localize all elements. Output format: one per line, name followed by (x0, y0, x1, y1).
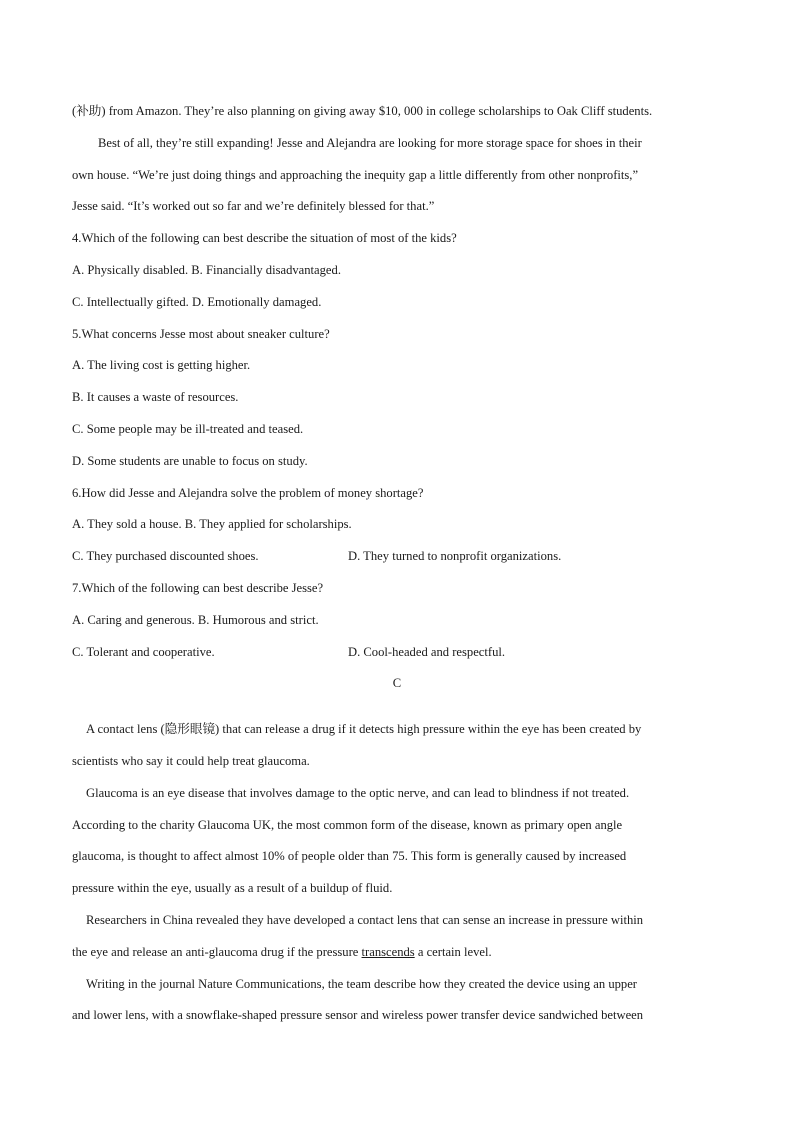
question-5-option-c: C. Some people may be ill-treated and teased. (72, 421, 304, 436)
section-c-p3-line-1: Researchers in China revealed they have developed a contact lens that can sense an increase in pressure within (86, 912, 644, 927)
question-4-options-ab: A. Physically disabled. B. Financially disadvantaged. (72, 262, 341, 277)
section-c-p1-line-1: A contact lens (隐形眼镜) that can release a drug if it detects high pressure within the eye has been created by (86, 722, 642, 737)
section-c-p2-line-4: pressure within the eye, usually as a result of a buildup of fluid. (72, 881, 393, 896)
section-c-heading: C (392, 676, 402, 691)
question-7-options-ab: A. Caring and generous. B. Humorous and strict. (72, 612, 319, 627)
section-c-p2-line-3: glaucoma, is thought to affect almost 10% of people older than 75. This form is generally caused by increased (72, 849, 627, 864)
question-6-options-cd (72, 541, 722, 573)
question-6-options-ab: A. They sold a house. B. They applied for scholarships. (72, 517, 352, 532)
question-7-option-d: D. Cool-headed and respectful. (348, 644, 506, 659)
question-5-option-a: A. The living cost is getting higher. (72, 358, 251, 373)
p3-text-before: the eye and release an anti-glaucoma drug if the pressure (72, 944, 362, 959)
section-c-p1-line-2: scientists who say it could help treat glaucoma. (72, 753, 310, 768)
section-c-p2-line-1: Glaucoma is an eye disease that involves damage to the optic nerve, and can lead to blindness if not treated. (86, 785, 630, 800)
section-c-p2-line-2: According to the charity Glaucoma UK, the most common form of the disease, known as primary open angle (72, 817, 623, 832)
p3-text-after: a certain level. (414, 944, 492, 959)
question-7-stem: 7.Which of the following can best describe Jesse? (72, 580, 324, 595)
section-c-p4-line-2: and lower lens, with a snowflake-shaped pressure sensor and wireless power transfer device sandwiched between (72, 1008, 644, 1023)
question-7-options-cd (72, 637, 722, 669)
question-7-option-c: C. Tolerant and cooperative. (72, 644, 215, 659)
document-page (72, 96, 722, 1032)
question-5-option-d: D. Some students are unable to focus on study. (72, 453, 308, 468)
question-6-option-c: C. They purchased discounted shoes. (72, 549, 259, 564)
question-5-option-b: B. It causes a waste of resources. (72, 390, 239, 405)
question-6-stem: 6.How did Jesse and Alejandra solve the problem of money shortage? (72, 485, 424, 500)
question-4-options-cd: C. Intellectually gifted. D. Emotionally damaged. (72, 294, 322, 309)
passage-b-line-1: (补助) from Amazon. They’re also planning on giving away $10, 000 in college scholarships to Oak Cliff students. (72, 104, 653, 118)
question-5-stem: 5.What concerns Jesse most about sneaker culture? (72, 326, 330, 341)
section-c-p3-line-2 (72, 937, 722, 969)
passage-b-line-2: Best of all, they’re still expanding! Jesse and Alejandra are looking for more storage space for shoes in their (98, 135, 642, 150)
section-spacer (72, 700, 722, 714)
passage-b-line-4: Jesse said. “It’s worked out so far and we’re definitely blessed for that.” (72, 199, 435, 214)
question-4-stem: 4.Which of the following can best describe the situation of most of the kids? (72, 231, 457, 246)
section-c-p4-line-1: Writing in the journal Nature Communications, the team describe how they created the device using an upper (86, 976, 637, 991)
underlined-word-transcends: transcends (361, 944, 415, 959)
passage-b-line-3: own house. “We’re just doing things and approaching the inequity gap a little differently from other nonprofits,” (72, 167, 639, 182)
question-6-option-d: D. They turned to nonprofit organizations. (348, 549, 562, 564)
